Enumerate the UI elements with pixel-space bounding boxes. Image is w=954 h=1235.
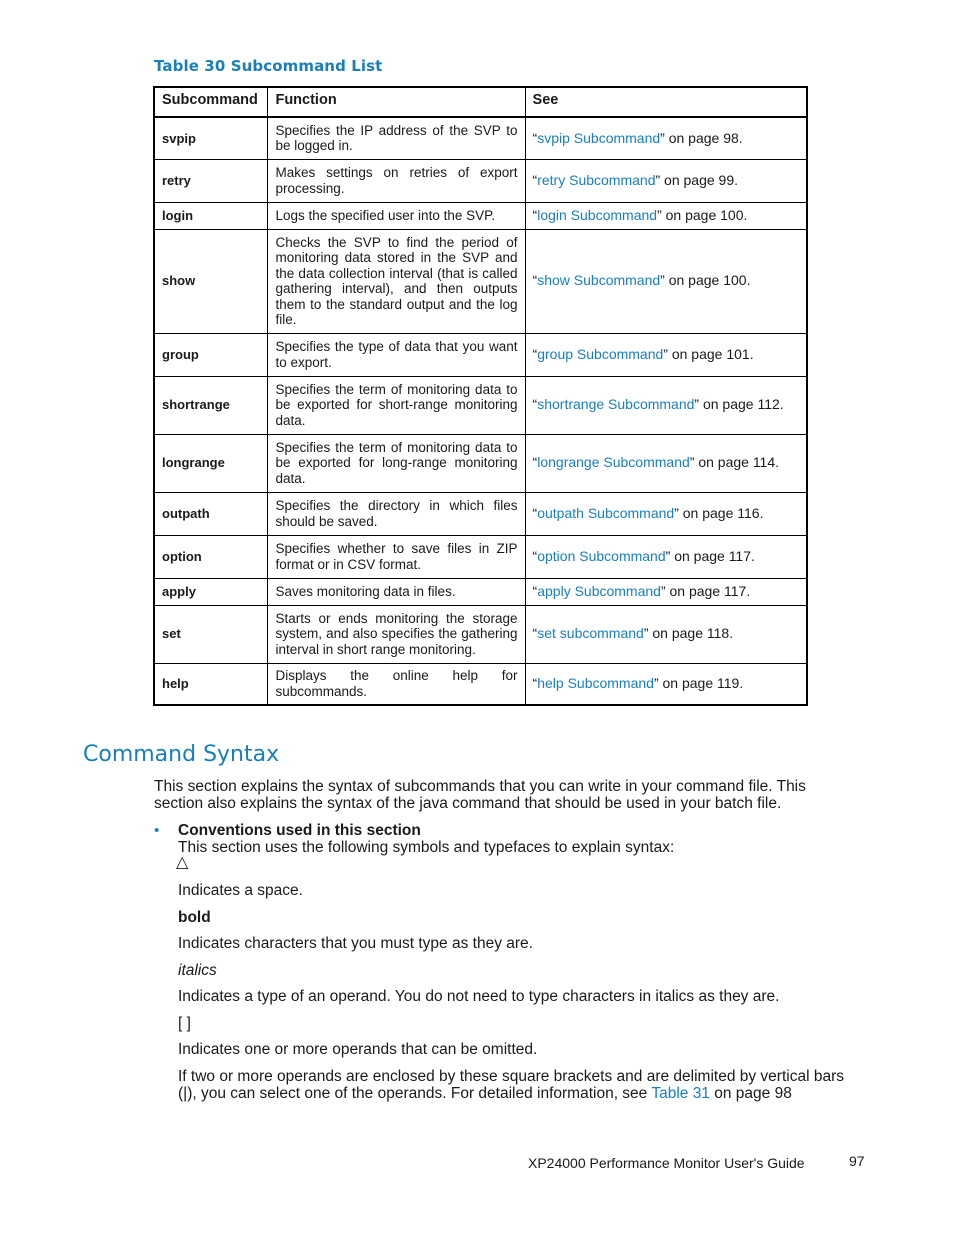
page-reference: ” on page 118.	[643, 625, 734, 642]
page-reference: ” on page 117.	[660, 582, 751, 599]
table-row	[154, 535, 807, 578]
subcommand-function: Displays the online help for subcommands.	[268, 663, 525, 705]
subcommand-name: option	[154, 535, 268, 578]
table-row	[154, 434, 807, 492]
subcommand-function: Specifies the directory in which files should be saved.	[268, 492, 525, 535]
bullet-icon: •	[154, 822, 160, 839]
table-row	[154, 376, 807, 434]
column-header-subcommand: Subcommand	[154, 87, 268, 117]
bracket-description: Indicates one or more operands that can be omitted.	[178, 1041, 538, 1058]
subcommand-function: Specifies the term of monitoring data to be exported for long-range monitoring data.	[268, 434, 525, 492]
page-reference: ” on page 116.	[674, 504, 764, 521]
cross-reference-link[interactable]: outpath Subcommand	[537, 504, 675, 521]
see-reference: “svpip Subcommand” on page 98.	[525, 117, 807, 159]
operands-page-text: on page 98	[709, 1085, 792, 1102]
cross-reference-link[interactable]: group Subcommand	[537, 345, 664, 362]
see-reference: “longrange Subcommand” on page 114.	[525, 434, 807, 492]
subcommand-name: apply	[154, 578, 268, 605]
subcommand-function: Checks the SVP to find the period of monitoring data stored in the SVP and the data collection interval (that is called gathering interval), and then outputs them to the standard output and the log file.	[268, 229, 525, 333]
cross-reference-link[interactable]: longrange Subcommand	[537, 454, 690, 471]
subcommand-function: Specifies the term of monitoring data to be exported for short-range monitoring data.	[268, 376, 525, 434]
subcommand-function: Specifies whether to save files in ZIP format or in CSV format.	[268, 535, 525, 578]
page-reference: ” on page 112.	[694, 396, 784, 413]
subcommand-function: Specifies the IP address of the SVP to be logged in.	[268, 117, 525, 159]
cross-reference-link[interactable]: set subcommand	[537, 625, 644, 642]
table-row	[154, 202, 807, 229]
page-reference: ” on page 100.	[660, 272, 751, 289]
column-header-function: Function	[268, 87, 525, 117]
conventions-title: Conventions used in this section	[178, 822, 421, 839]
subcommand-name: shortrange	[154, 376, 268, 434]
page-reference: ” on page 119.	[653, 675, 744, 691]
subcommand-name: longrange	[154, 434, 268, 492]
cross-reference-link[interactable]: login Subcommand	[537, 206, 658, 223]
see-reference: “show Subcommand” on page 100.	[525, 229, 807, 333]
subcommand-name: set	[154, 605, 268, 663]
column-header-see: See	[525, 87, 807, 117]
footer-page-number: 97	[849, 1153, 865, 1169]
table-caption: Table 30 Subcommand List	[154, 57, 383, 75]
table-row	[154, 333, 807, 376]
cross-reference-link[interactable]: help Subcommand	[537, 675, 654, 691]
space-description: Indicates a space.	[178, 882, 303, 899]
footer-guide-title: XP24000 Performance Monitor User's Guide	[528, 1155, 805, 1171]
subcommand-name: outpath	[154, 492, 268, 535]
italic-term: italics	[178, 962, 217, 979]
intro-paragraph: This section explains the syntax of subcommands that you can write in your command file. This section also explains the syntax of the java command that should be used in your batch file.	[154, 778, 806, 812]
table-row	[154, 492, 807, 535]
operands-paragraph	[178, 1068, 848, 1102]
see-reference: “login Subcommand” on page 100.	[525, 202, 807, 229]
subcommand-function: Starts or ends monitoring the storage system, and also specifies the gathering interval in short range monitoring.	[268, 605, 525, 663]
subcommand-name: svpip	[154, 117, 268, 159]
see-reference: “shortrange Subcommand” on page 112.	[525, 376, 807, 434]
see-reference: “outpath Subcommand” on page 116.	[525, 492, 807, 535]
table-row	[154, 663, 807, 705]
subcommand-name: retry	[154, 159, 268, 202]
table-row	[154, 605, 807, 663]
subcommand-name: show	[154, 229, 268, 333]
cross-reference-link[interactable]: show Subcommand	[537, 272, 661, 289]
bold-description: Indicates characters that you must type as they are.	[178, 935, 533, 952]
table-header-row	[154, 87, 807, 117]
cross-reference-link[interactable]: shortrange Subcommand	[537, 396, 695, 413]
subcommand-function: Saves monitoring data in files.	[268, 578, 525, 605]
cross-reference-link[interactable]: option Subcommand	[537, 547, 666, 564]
see-reference: “option Subcommand” on page 117.	[525, 535, 807, 578]
page-reference: ” on page 114.	[689, 454, 780, 471]
subcommand-name: group	[154, 333, 268, 376]
bracket-term: [ ]	[178, 1015, 191, 1032]
table-row	[154, 578, 807, 605]
table-row	[154, 229, 807, 333]
cross-reference-link[interactable]: apply Subcommand	[537, 582, 661, 599]
subcommand-table	[153, 86, 808, 706]
cross-reference-link[interactable]: svpip Subcommand	[537, 129, 661, 146]
page-reference: ” on page 117.	[665, 547, 755, 564]
table-row	[154, 117, 807, 159]
italic-description: Indicates a type of an operand. You do not need to type characters in italics as they are.	[178, 988, 780, 1005]
bold-term: bold	[178, 909, 211, 926]
subcommand-function: Makes settings on retries of export processing.	[268, 159, 525, 202]
subcommand-function: Specifies the type of data that you want to export.	[268, 333, 525, 376]
see-reference: “set subcommand” on page 118.	[525, 605, 807, 663]
table-row	[154, 159, 807, 202]
see-reference: “help Subcommand” on page 119.	[525, 663, 807, 705]
subcommand-function: Logs the specified user into the SVP.	[268, 202, 525, 229]
see-reference: “group Subcommand” on page 101.	[525, 333, 807, 376]
cross-reference-link[interactable]: retry Subcommand	[537, 171, 656, 188]
section-heading: Command Syntax	[83, 742, 280, 767]
page-reference: ” on page 98.	[660, 129, 743, 146]
see-reference: “apply Subcommand” on page 117.	[525, 578, 807, 605]
table-31-link[interactable]: Table 31	[651, 1085, 710, 1102]
subcommand-name: help	[154, 663, 268, 705]
operands-text: If two or more operands are enclosed by these square brackets and are delimited by vertical bars (|), you can select one of the operands. For detailed information, see	[178, 1068, 844, 1102]
page-reference: ” on page 100.	[657, 206, 748, 223]
conventions-description: This section uses the following symbols and typefaces to explain syntax:	[178, 839, 675, 856]
page-reference: ” on page 101.	[663, 345, 754, 362]
see-reference: “retry Subcommand” on page 99.	[525, 159, 807, 202]
space-symbol-icon: △	[176, 854, 189, 871]
page-reference: ” on page 99.	[655, 171, 739, 188]
subcommand-name: login	[154, 202, 268, 229]
